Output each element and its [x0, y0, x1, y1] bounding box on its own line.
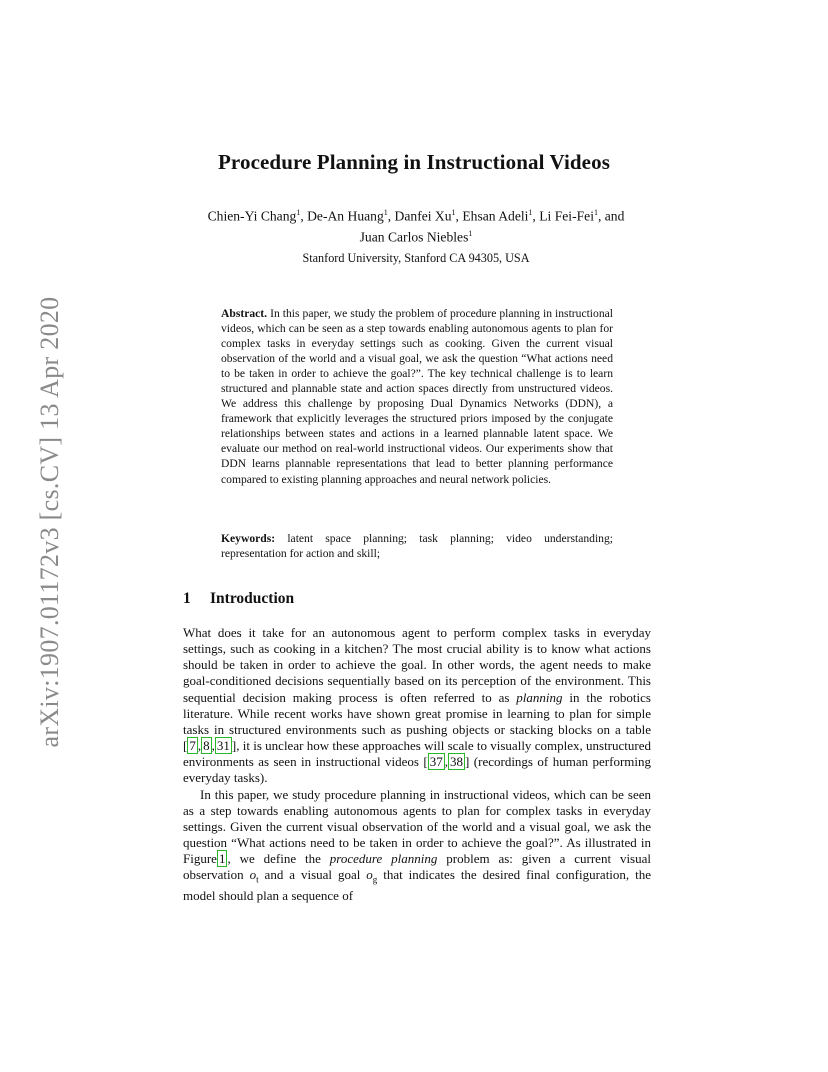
paragraph-text: (recordings of human performing everyday tasks).: [183, 754, 652, 786]
intro-paragraph-1: What does it take for an autonomous agent to perform complex tasks in everyday settings, such as cooking in a kitchen? The most crucial ability is to know what actions should be taken in order to achieve the goal. In other words, the agent needs to make goal-conditioned decisions sequentially based on its perception of the environment. This sequential decision making process is often referred to as planning in the robotics literature. While recent works have shown great promise in learning to plan for simple tasks in structured environments such as pushing objects or stacking blocks on a table [ 7 , 8 , 31 ], it is unclear how these approaches will scale to visually complex, unstructured environments as seen in instructional videos [ 37 , 38 ] (recordings of human performing everyday tasks).: [183, 625, 652, 786]
author-name: Li Fei-Fei: [539, 208, 594, 224]
math-subscript: t: [256, 874, 259, 885]
author-name: Juan Carlos Niebles: [359, 229, 469, 245]
paragraph-text: that indicates the desired final configuration, the model should plan a sequence of: [183, 867, 651, 904]
section-heading: [183, 590, 294, 608]
abstract-text: In this paper, we study the problem of procedure planning in instructional videos, which can be seen as a step towards enabling autonomous agents to plan for complex tasks in everyday settings such as cooking. Given the current visual observation of the world and a visual goal, we ask the question “What actions need to be taken in order to achieve the goal?”. The key technical challenge is to learn structured and plannable state and action spaces directly from unstructured videos. We address this challenge by proposing Dual Dynamics Networks (DDN), a framework that explicitly leverages the structured priors imposed by the conjugate relationships between states and actions in a learned plannable latent space. We evaluate our method on real-world instructional videos. Our experiments show that DDN learns plannable representations that lead to better planning performance compared to existing planning approaches and neural network policies.: [221, 307, 613, 486]
section-title: Introduction: [210, 590, 295, 607]
citation-link[interactable]: 7: [189, 738, 196, 754]
math-subscript: g: [372, 874, 378, 885]
author-separator: ,: [300, 208, 308, 224]
abstract: [221, 306, 613, 487]
citation-link[interactable]: 37: [429, 754, 443, 770]
abstract-label: Abstract.: [221, 307, 268, 320]
paragraph-text: and a visual goal: [258, 867, 367, 883]
author-separator: , and: [597, 208, 625, 224]
paragraph-text: What does it take for an autonomous agent to perform complex tasks in everyday settings, such as cooking in a kitchen? The most crucial ability is to know what actions should be taken in order to achieve the goal. In other words, the agent needs to make goal-conditioned decisions sequentially based on its perception of the environment. This sequential decision making process is often referred to as: [183, 625, 651, 705]
emphasis-text: procedure planning: [329, 851, 438, 867]
author-list: [160, 204, 672, 245]
paragraph-text: problem as: given a current visual observation: [183, 851, 651, 883]
keywords-text: latent space planning; task planning; video understanding; representation for action and skill;: [221, 532, 613, 561]
keywords-label: Keywords:: [221, 532, 276, 545]
affiliation-marker: 1: [528, 208, 533, 217]
citation-link[interactable]: 31: [216, 738, 230, 754]
author-name: Chien-Yi Chang: [207, 208, 297, 224]
paragraph-text: , it is unclear how these approaches will scale to visually complex, unstructured environments as seen in instructional videos: [183, 738, 651, 770]
affiliation-marker: 1: [383, 208, 388, 217]
author-name: Ehsan Adeli: [462, 208, 529, 224]
author-separator: ,: [532, 208, 540, 224]
introduction-body: [183, 625, 651, 904]
math-symbol: o: [249, 867, 257, 883]
affiliation: Stanford University, Stanford CA 94305, USA: [302, 251, 530, 265]
affiliation-marker: 1: [593, 208, 598, 217]
author-separator: ,: [455, 208, 463, 224]
arxiv-identifier-stamp: arXiv:1907.01172v3 [cs.CV] 13 Apr 2020: [35, 296, 64, 748]
paragraph-text: in the robotics literature. While recent works have shown great promise in learning to plan for simple tasks in structured environments such as pushing objects or stacking blocks on a table: [183, 689, 651, 737]
emphasis-text: planning: [516, 689, 563, 705]
section-number: 1: [183, 590, 191, 607]
author-name: Danfei Xu: [394, 208, 452, 224]
paragraph-text: In this paper, we study procedure planning in instructional videos, which can be seen as a step towards enabling autonomous agents to plan for complex tasks in everyday settings. Given the current visual observation of the world and a visual goal, we ask the question “What actions need to be taken in order to achieve the goal?”. As illustrated in Figure: [183, 786, 651, 867]
citation-link[interactable]: 38: [450, 754, 463, 770]
citation-link[interactable]: 8: [203, 738, 210, 754]
affiliation-marker: 1: [296, 208, 301, 217]
paper-title: Procedure Planning in Instructional Videos: [218, 150, 610, 174]
affiliation-marker: 1: [468, 228, 473, 238]
figure-link[interactable]: 1: [218, 851, 226, 867]
math-symbol: o: [366, 867, 373, 883]
keywords: [221, 531, 613, 561]
paragraph-text: , we define the: [227, 851, 330, 867]
author-name: De-An Huang: [307, 208, 384, 224]
author-separator: ,: [387, 208, 395, 224]
affiliation-marker: 1: [451, 208, 456, 217]
intro-paragraph-2: [183, 787, 651, 905]
